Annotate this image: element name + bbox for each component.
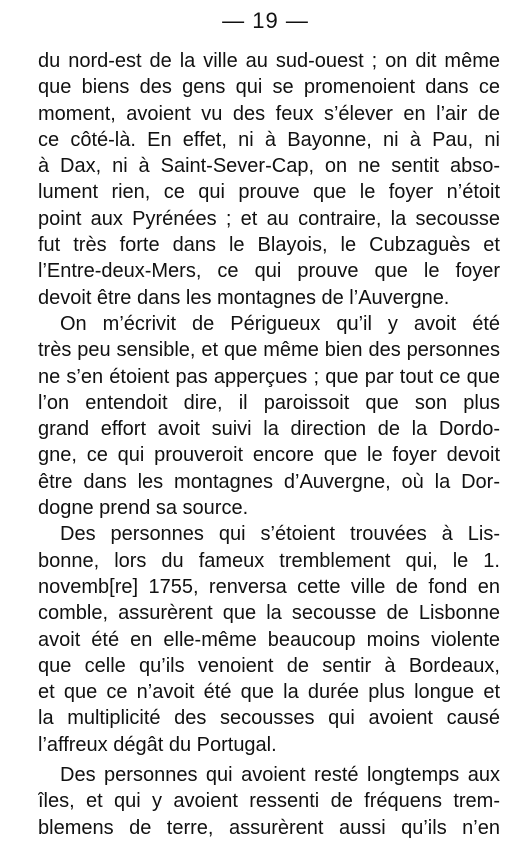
text-line: très peu sensible, et que même bien des personnes bbox=[38, 339, 500, 362]
text-line: être dans les montagnes d’Auvergne, où la Dor- bbox=[38, 470, 500, 493]
paragraph-1 bbox=[38, 48, 500, 311]
text-line: comble, assurèrent que la secousse de Lisbonne bbox=[38, 602, 500, 625]
page-number: — 19 — bbox=[222, 8, 309, 33]
paragraph-3 bbox=[38, 521, 500, 758]
paragraph-2 bbox=[38, 311, 500, 521]
text-line: ne s’en étoient pas apperçues ; que par tout ce que bbox=[38, 365, 500, 388]
text-line: îles, et qui y avoient ressenti de fréquens trem- bbox=[38, 790, 500, 813]
text-line: l’on entendoit dire, il paroissoit que son plus bbox=[38, 391, 500, 414]
text-line: l’affreux dégât du Portugal. bbox=[38, 733, 277, 756]
text-line: Des personnes qui avoient resté longtemps aux bbox=[60, 764, 500, 787]
paragraph-4 bbox=[38, 762, 500, 841]
body-text bbox=[38, 48, 500, 841]
text-line: ce côté-là. En effet, ni à Bayonne, ni à Pau, ni bbox=[38, 128, 500, 151]
text-line: fut très forte dans le Blayois, le Cubzaguès et bbox=[38, 234, 500, 257]
text-line: bonne, lors du fameux tremblement qui, le 1. bbox=[38, 549, 500, 572]
text-line: On m’écrivit de Périgueux qu’il y avoit été bbox=[60, 312, 500, 335]
text-line: à Dax, ni à Saint-Sever-Cap, on ne sentit abso- bbox=[38, 155, 500, 178]
text-line: du nord-est de la ville au sud-ouest ; on dit même bbox=[38, 50, 500, 72]
text-line: lument rien, ce qui prouve que le foyer n’étoit bbox=[38, 181, 500, 204]
text-line: point aux Pyrénées ; et au contraire, la secousse bbox=[38, 207, 500, 230]
text-line: devoit être dans les montagnes de l’Auvergne. bbox=[38, 286, 450, 309]
text-line: gne, ce qui prouveroit encore que le foyer devoit bbox=[38, 444, 500, 467]
text-line: Des personnes qui s’étoient trouvées à Lis- bbox=[60, 523, 500, 546]
text-line: novemb[re] 1755, renversa cette ville de fond en bbox=[38, 575, 500, 598]
text-line: grand effort avoit suivi la direction de la Dordo- bbox=[38, 418, 500, 441]
text-line: la multiplicité des secousses qui avoient causé bbox=[38, 707, 500, 730]
text-line: et que ce n’avoit été que la durée plus longue et bbox=[38, 681, 500, 704]
text-line: blemens de terre, assurèrent aussi qu’ils n’en bbox=[38, 816, 500, 839]
text-line: dogne prend sa source. bbox=[38, 497, 249, 520]
text-line: que biens des gens qui se promenoient dans ce bbox=[38, 76, 500, 99]
text-line: moment, avoient vu des feux s’élever en l’air de bbox=[38, 102, 500, 125]
text-line: que celle qu’ils venoient de sentir à Bordeaux, bbox=[38, 654, 500, 677]
text-line: avoit été en elle-même beaucoup moins violente bbox=[38, 628, 500, 651]
text-line: l’Entre-deux-Mers, ce qui prouve que le foyer bbox=[38, 260, 500, 283]
